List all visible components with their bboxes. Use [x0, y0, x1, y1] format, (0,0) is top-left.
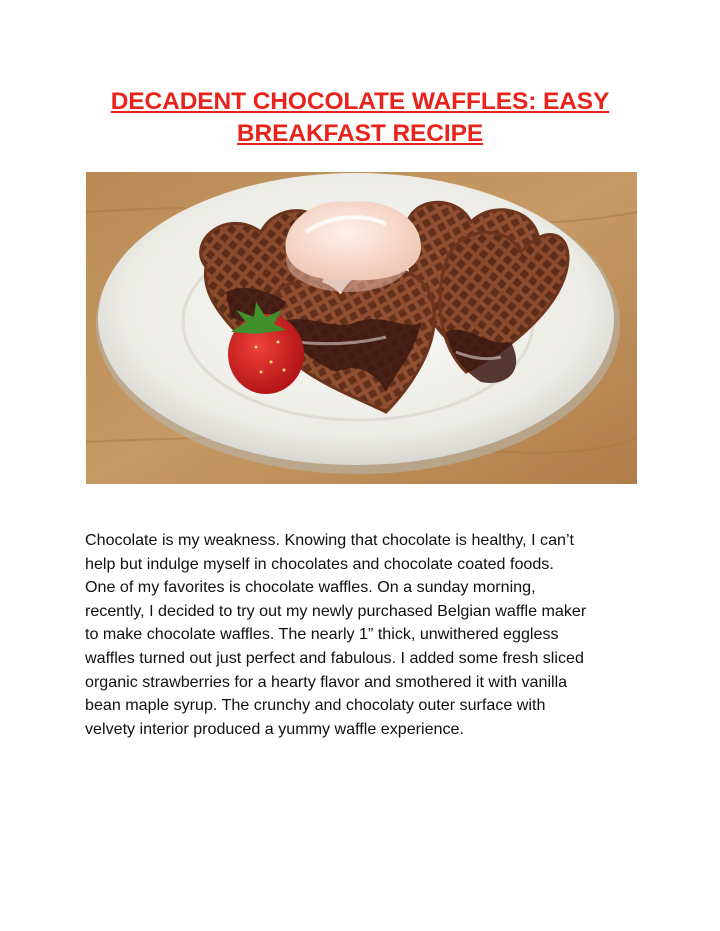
body-line: Chocolate is my weakness. Knowing that chocolate is healthy, I can’t	[85, 531, 575, 549]
body-line: help but indulge myself in chocolates and chocolate coated foods.	[85, 554, 554, 573]
body-line: to make chocolate waffles. The nearly 1” thick, unwithered eggless	[85, 625, 559, 644]
title-line-1: DECADENT CHOCOLATE WAFFLES: EASY	[110, 88, 610, 115]
title-line-2: BREAKFAST RECIPE	[236, 120, 484, 147]
page-title	[60, 86, 660, 150]
body-line: velvety interior produced a yummy waffle experience.	[85, 719, 464, 738]
body-line: recently, I decided to try out my newly purchased Belgian waffle maker	[85, 601, 587, 620]
body-line: waffles turned out just perfect and fabulous. I added some fresh sliced	[85, 648, 584, 667]
chocolate-waffles-photo	[86, 172, 637, 484]
body-line: One of my favorites is chocolate waffles. On a sunday morning,	[85, 578, 536, 597]
body-line: organic strawberries for a hearty flavor and smothered it with vanilla	[85, 672, 568, 691]
body-paragraph	[85, 529, 645, 741]
body-line: bean maple syrup. The crunchy and chocolaty outer surface with	[85, 696, 546, 715]
